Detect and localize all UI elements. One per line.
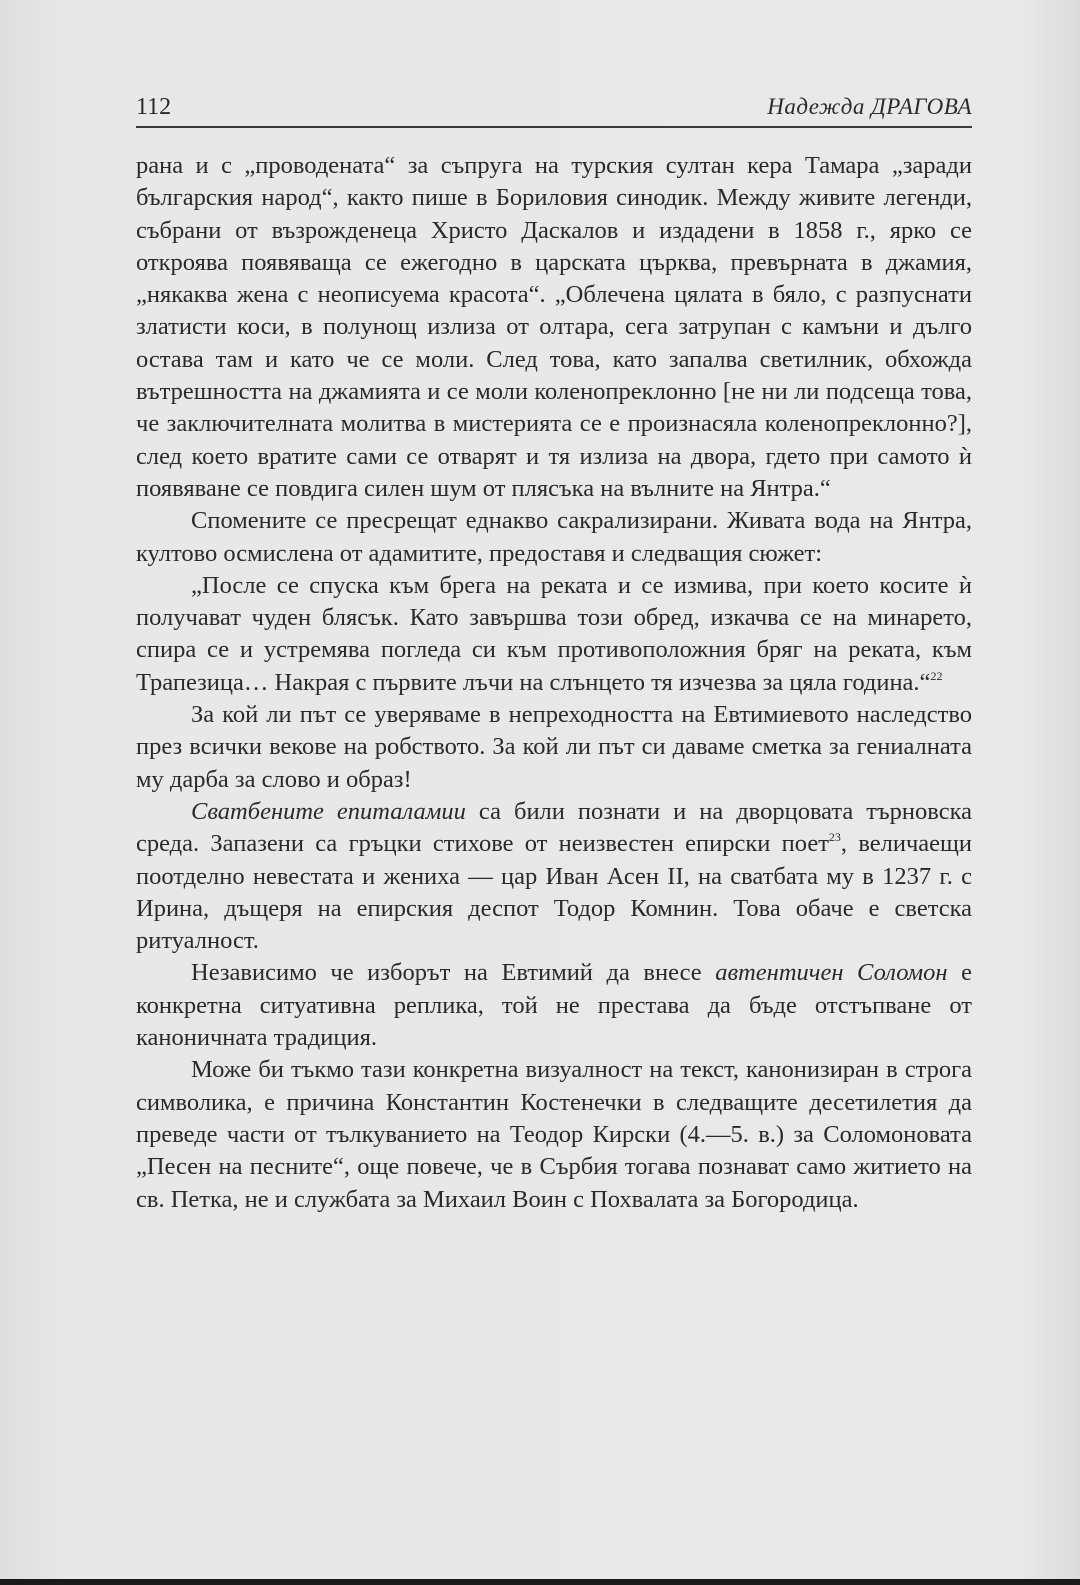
footnote-ref-23: 23 [828,830,841,845]
body-text [136,150,972,1216]
footnote-ref-22: 22 [930,668,943,683]
paragraph-5-text-b: , величаещи поотделно невестата и жениха — цар Иван Асен II, на сватбата му в 1237 г. с Ирина, дъщеря на епирския деспот Тодор Комнин. Това обаче е светска ритуалност. [136,830,972,955]
page-header [136,92,972,128]
paragraph-3-quote [136,570,972,699]
page-number: 112 [136,94,172,120]
paragraph-6-text-a: Независимо че изборът на Евтимий да внесе [191,959,716,987]
italic-term-solomon: автентичен Соломон [715,959,948,987]
paragraph-1: рана и с „проводената“ за съпруга на турския султан кера Тамара „заради българския народ“, както пише в Бориловия синодик. Между живите легенди, събрани от възрожденеца Христо Даскалов и издадени в 1858 г., ярко се откроява появяваща се ежегодно в царската църква, превърната в джамия, „някаква жена с неописуема красота“. „Облечена цялата в бяло, с разпуснати златисти коси, в полунощ излиза от олтара, сега затрупан с камъни и дълго остава там и като че се моли. След това, като запалва светилник, обхожда вътрешността на джамията и се моли коленопреклонно [не ни ли подсеща това, че заключителната молитва в мистерията се е произнасяла коленопреклонно?], след което вратите сами се отварят и тя излиза на двора, гдето при самото ѝ появяване се повдига силен шум от плясъка на вълните на Янтра.“ [136,152,972,502]
paragraph-5 [136,796,972,957]
scan-bottom-edge [0,1579,1080,1585]
paragraph-4: За кой ли път се уверяваме в непреходността на Евтимиевото наследство през всички векове на робството. За кой ли път си даваме сметка за гениалната му дарба за слово и образ! [136,701,972,793]
paragraph-6-text-b: е конкретна ситуативна реплика, той не престава да бъде отстъпване от каноничната традиция. [136,959,973,1052]
paragraph-5-text-a: са били познати и на дворцовата търновска среда. Запазени са гръцки стихове от неизвестен епирски поет [136,797,973,858]
paragraph-6 [136,957,972,1054]
quote-text: „После се спуска към брега на реката и се измива, при което косите ѝ получават чуден блясък. Като завършва този обред, изкачва се на минарето, спира се и устремява погледа си към противоположния бряг на реката, към Трапезица… Накрая с първите лъчи на слънцето тя изчезва за цяла година.“ [136,571,972,696]
paragraph-2: Спомените се пресрещат еднакво сакрализирани. Живата вода на Янтра, култово осмислена от адамитите, предоставя и следващия сюжет: [136,507,972,567]
paragraph-7: Може би тъкмо тази конкретна визуалност на текст, канонизиран в строга символика, е причина Константин Костенечки в следващите десетилетия да преведе части от тълкуванието на Теодор Кирски (4.—5. в.) за Соломоновата „Песен на песните“, още повече, че в Сърбия тогава познават само житието на св. Петка, не и службата за Михаил Воин с Похвалата за Богородица. [136,1056,972,1213]
italic-term-epithalamia: Сватбените епиталамии [191,797,466,825]
running-head-author: Надежда ДРАГОВА [767,94,972,119]
